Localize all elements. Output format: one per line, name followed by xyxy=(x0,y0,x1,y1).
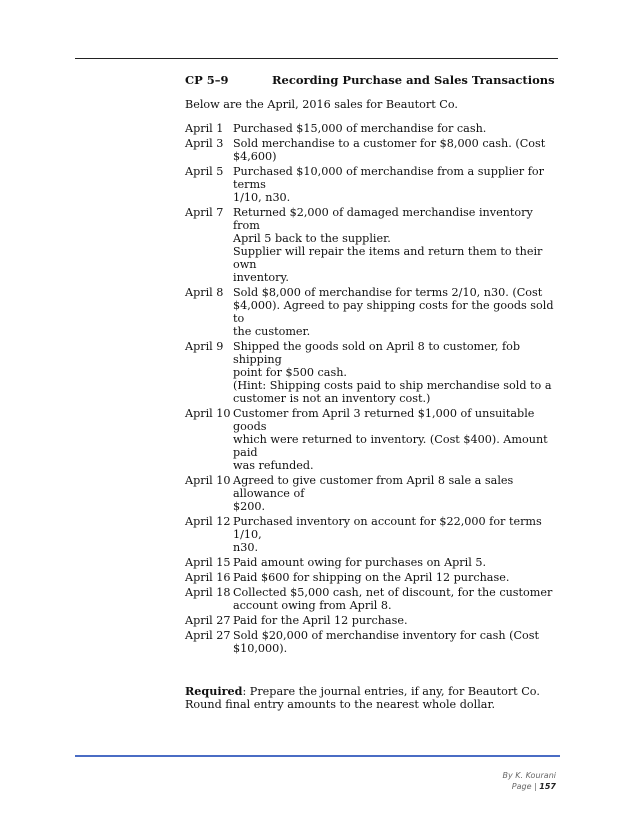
transaction-row xyxy=(185,614,557,627)
transaction-line: Paid $600 for shipping on the April 12 purchase. xyxy=(233,571,510,584)
transaction-line: was refunded. xyxy=(233,459,314,472)
transaction-line: inventory. xyxy=(233,271,289,284)
transaction-row xyxy=(185,286,557,338)
transaction-description xyxy=(233,571,557,584)
transaction-row xyxy=(185,474,557,513)
transaction-date: April 12 xyxy=(185,515,231,528)
transaction-line: Sold $20,000 of merchandise inventory for cash (Cost xyxy=(233,629,540,642)
transaction-description xyxy=(233,122,557,135)
transaction-line: n30. xyxy=(233,541,258,554)
transaction-line: customer is not an inventory cost.) xyxy=(233,392,431,405)
transaction-date: April 16 xyxy=(185,571,231,584)
problem-title: Recording Purchase and Sales Transactions xyxy=(272,73,555,87)
transaction-description xyxy=(233,206,557,284)
transaction-row xyxy=(185,629,557,655)
transaction-line: April 5 back to the supplier. xyxy=(233,232,391,245)
page-footer xyxy=(502,770,556,792)
transaction-line: Customer from April 3 returned $1,000 of unsuitable goods xyxy=(233,407,535,433)
transaction-line: Collected $5,000 cash, net of discount, for the customer xyxy=(233,586,553,599)
transaction-date: April 18 xyxy=(185,586,231,599)
transaction-line: Purchased $10,000 of merchandise from a supplier for terms xyxy=(233,165,544,191)
transaction-line: (Hint: Shipping costs paid to ship merchandise sold to a xyxy=(233,379,552,392)
transaction-date: April 1 xyxy=(185,122,224,135)
transaction-line: Paid amount owing for purchases on April 5. xyxy=(233,556,487,569)
transaction-line: point for $500 cash. xyxy=(233,366,347,379)
transaction-line: Sold $8,000 of merchandise for terms 2/10, n30. (Cost xyxy=(233,286,543,299)
transaction-line: $200. xyxy=(233,500,266,513)
transaction-line: $4,000). Agreed to pay shipping costs for the goods sold to xyxy=(233,299,554,325)
transaction-line: Sold merchandise to a customer for $8,000 cash. (Cost xyxy=(233,137,546,150)
transaction-date: April 5 xyxy=(185,165,224,178)
transaction-date: April 3 xyxy=(185,137,224,150)
transaction-row xyxy=(185,571,557,584)
transaction-row xyxy=(185,206,557,284)
transaction-description xyxy=(233,474,557,513)
transaction-date: April 27 xyxy=(185,629,231,642)
transaction-date: April 15 xyxy=(185,556,231,569)
transaction-date: April 27 xyxy=(185,614,231,627)
transaction-description xyxy=(233,515,557,554)
transaction-row xyxy=(185,137,557,163)
transaction-description xyxy=(233,556,557,569)
transaction-description xyxy=(233,340,557,405)
problem-code: CP 5–9 xyxy=(185,73,229,87)
bottom-divider xyxy=(75,755,560,757)
transaction-description xyxy=(233,286,557,338)
transaction-date: April 10 xyxy=(185,474,231,487)
transaction-line: Paid for the April 12 purchase. xyxy=(233,614,408,627)
required-label: Required xyxy=(185,684,243,698)
transaction-line: Purchased $15,000 of merchandise for cash. xyxy=(233,122,487,135)
transaction-date: April 9 xyxy=(185,340,224,353)
required-instructions xyxy=(185,685,557,711)
transaction-row xyxy=(185,556,557,569)
footer-author: By K. Kourani xyxy=(502,771,556,780)
transaction-line: Supplier will repair the items and return them to their own xyxy=(233,245,543,271)
transaction-date: April 8 xyxy=(185,286,224,299)
transaction-line: Purchased inventory on account for $22,000 for terms 1/10, xyxy=(233,515,542,541)
transaction-date: April 7 xyxy=(185,206,224,219)
transaction-line: Shipped the goods sold on April 8 to customer, fob shipping xyxy=(233,340,521,366)
problem-content xyxy=(185,74,557,711)
transaction-line: $4,600) xyxy=(233,150,277,163)
transaction-row xyxy=(185,340,557,405)
transaction-row xyxy=(185,515,557,554)
problem-heading xyxy=(185,74,557,87)
transaction-description xyxy=(233,586,557,612)
transaction-line: which were returned to inventory. (Cost $400). Amount paid xyxy=(233,433,548,459)
transaction-description xyxy=(233,407,557,472)
top-divider xyxy=(75,58,558,59)
transaction-row xyxy=(185,586,557,612)
footer-page-label: Page | xyxy=(511,782,537,791)
footer-page-number: 157 xyxy=(539,782,556,791)
transaction-description xyxy=(233,165,557,204)
transaction-date: April 10 xyxy=(185,407,231,420)
transaction-description xyxy=(233,629,557,655)
transaction-line: the customer. xyxy=(233,325,311,338)
transaction-line: 1/10, n30. xyxy=(233,191,291,204)
transaction-row xyxy=(185,165,557,204)
transaction-line: Returned $2,000 of damaged merchandise inventory from xyxy=(233,206,533,232)
transaction-line: Agreed to give customer from April 8 sale a sales allowance of xyxy=(233,474,514,500)
transaction-line: account owing from April 8. xyxy=(233,599,392,612)
required-text: : Prepare the journal entries, if any, for Beautort Co. Round final entry amounts to the nearest whole dollar. xyxy=(185,685,540,711)
transaction-description xyxy=(233,137,557,163)
transaction-row xyxy=(185,122,557,135)
problem-intro: Below are the April, 2016 sales for Beautort Co. xyxy=(185,98,458,111)
transaction-list xyxy=(185,122,557,655)
transaction-row xyxy=(185,407,557,472)
transaction-line: $10,000). xyxy=(233,642,288,655)
transaction-description xyxy=(233,614,557,627)
